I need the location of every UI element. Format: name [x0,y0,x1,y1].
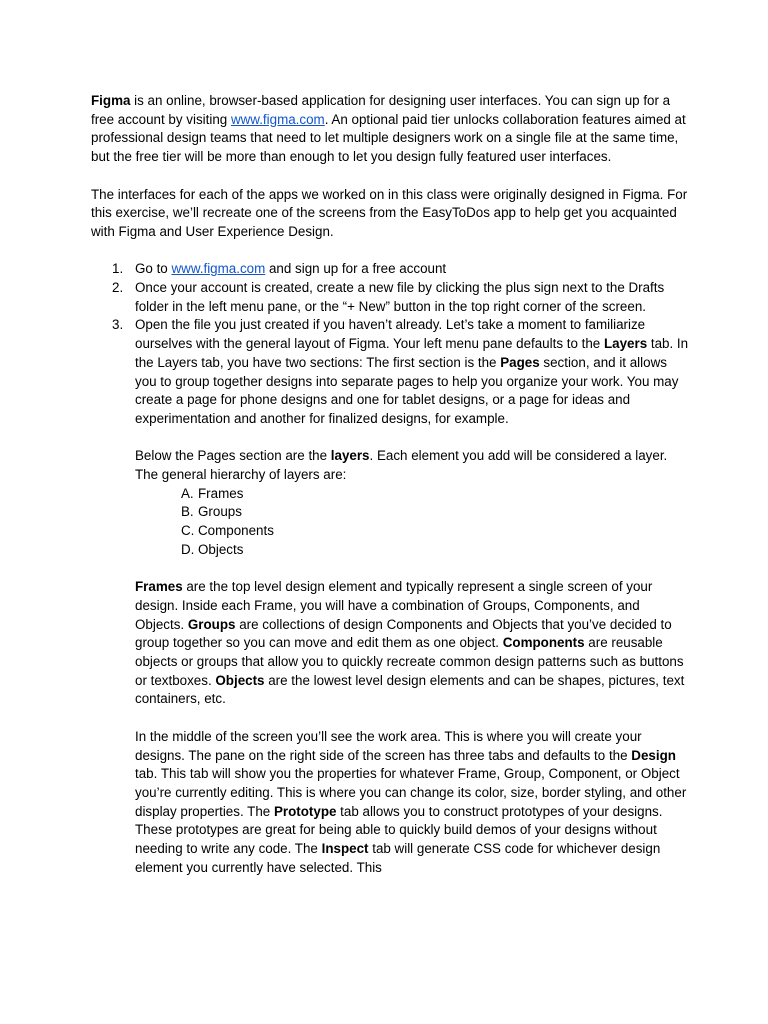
list-item: A. Frames [181,485,244,501]
step-number: 2. [112,280,124,295]
list-item: 1. Go to www.figma.com and sign up for a free account [91,260,691,279]
layout-intro-text: Open the file you just created if you haven’t already. Let’s take a moment to familiarize ourselves with the general layout of Figma. Your left menu pane defaults to the Layers tab. In the Layers tab, you have two sections: The first section is the Pages section, and it allows you to group together designs into separate pages to help you organize your work. You may create a page for phone designs and one for tablet designs, or a page for ideas and experimentation and another for finalized designs, for example. [135,317,689,426]
step-number: 1. [112,261,124,277]
steps-list [91,260,691,877]
intro-paragraph: Figma is an online, browser-based application for designing user interfaces. You can sign up for a free account by visiting www.figma.com. An optional paid tier unlocks collaboration features aimed at professional design teams that need to let multiple designers work on a single file at the same time, but the free tier will be more than enough to let you design fully featured user interfaces. [91,93,686,165]
figma-link[interactable]: www.figma.com [230,111,325,127]
list-item: 2. Once your account is created, create a new file by clicking the plus sign next to the Drafts folder in the left menu pane, or the “+ New” button in the top right corner of the screen. [112,280,665,314]
exercise-paragraph: The interfaces for each of the apps we worked on in this class were originally designed in Figma. For this exercise, we’ll recreate one of the screens from the EasyToDos app to help get you acquainted with Figma and User Experience Design. [91,186,688,239]
layer-hierarchy-list [135,485,691,560]
figma-link[interactable]: www.figma.com [171,261,266,277]
work-area-text: In the middle of the screen you’ll see the work area. This is where you will create your designs. The pane on the right side of the screen has three tabs and defaults to the Design tab. This tab will show you the properties for whatever Frame, Group, Component, or Object you’re currently editing. This is where you can change its color, size, border styling, and other display properties. The Prototype tab allows you to construct prototypes of your designs. These prototypes are great for being able to quickly build demos of your designs without needing to write any code. The Inspect tab will generate CSS code for whichever design element you currently have selected. This [135,728,687,875]
document-page [91,92,691,877]
layers-text: Below the Pages section are the layers. Each element you add will be considered a layer. The general hierarchy of layers are: [135,448,668,483]
list-item: D. Objects [181,541,244,557]
figma-term: Figma [91,93,131,108]
list-item: B. Groups [181,504,242,520]
list-item: C. Components [181,523,274,539]
list-item [91,316,691,877]
frames-text: Frames are the top level design element and typically represent a single screen of your design. Inside each Frame, you will have a combination of Groups, Components, and Objects. Groups are collections of design Components and Objects that you’ve decided to group together so you can move and edit them as one object. Components are reusable objects or groups that allow you to quickly recreate common design patterns such as buttons or textboxes. Objects are the lowest level design elements and can be shapes, pictures, text containers, etc. [135,579,685,707]
step-number: 3. [112,317,124,333]
